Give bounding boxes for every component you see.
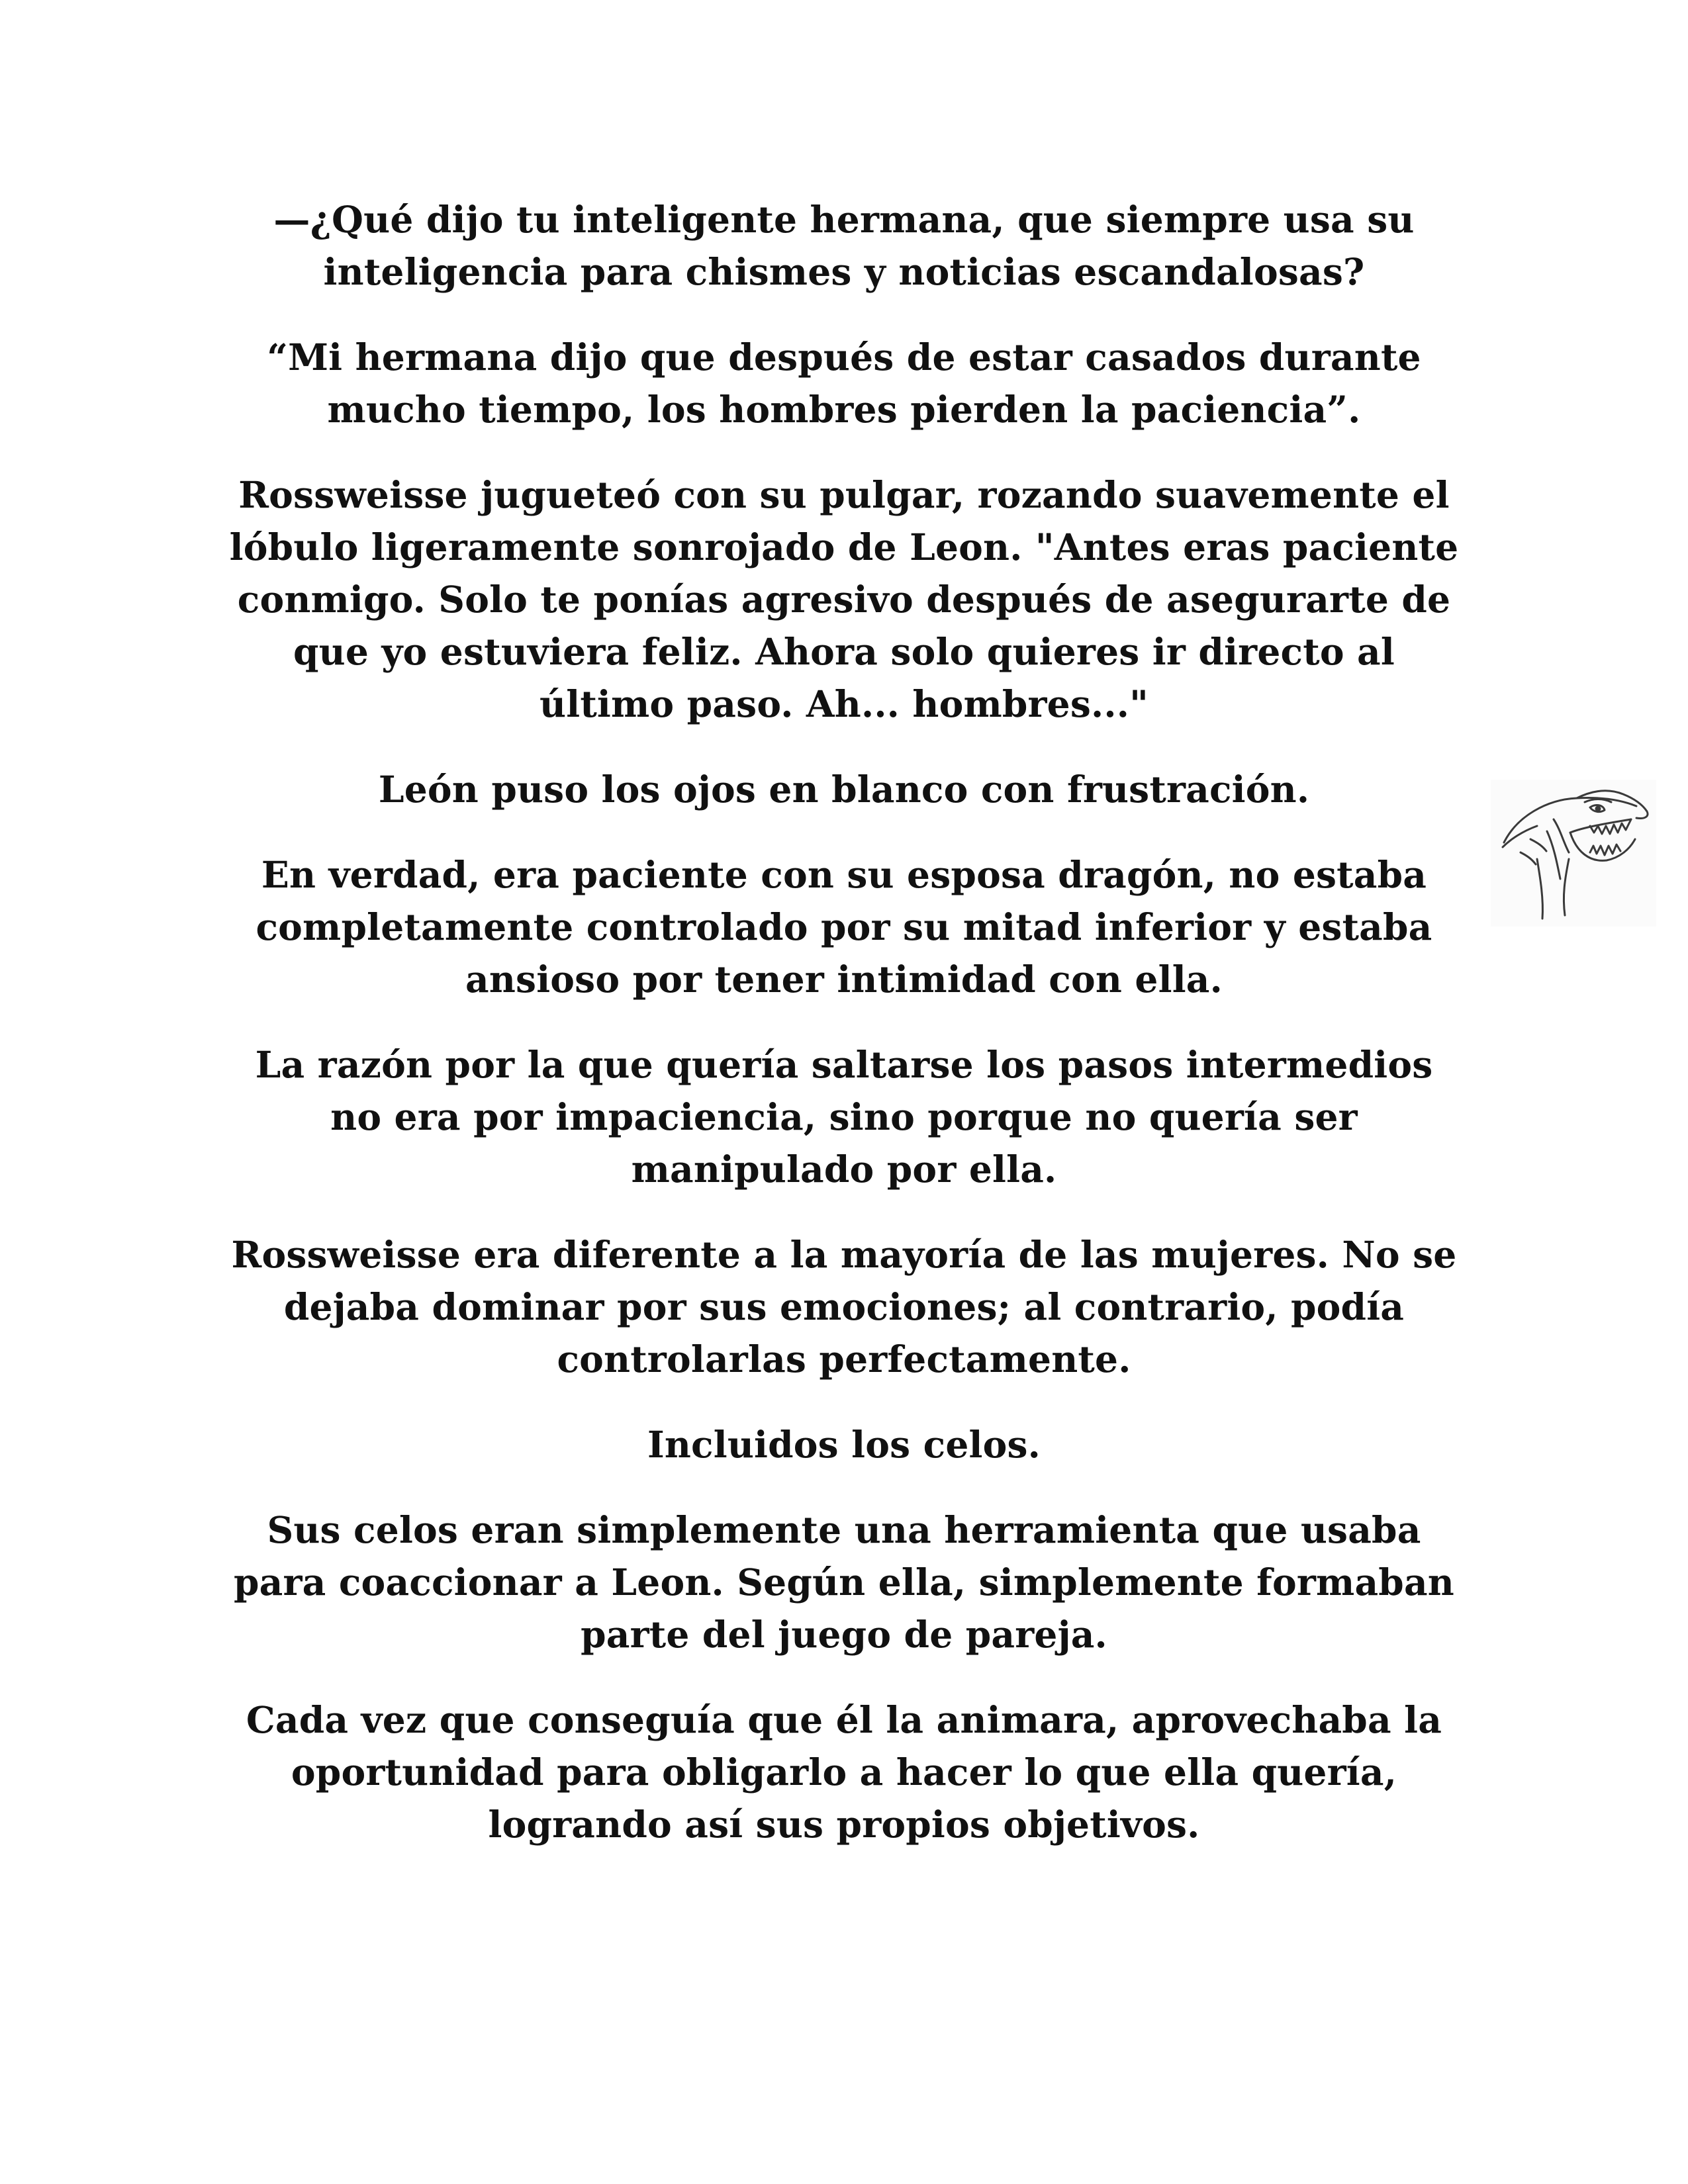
paragraph-7: Rossweisse era diferente a la mayoría de las mujeres. No se dejaba dominar por sus emociones; al contrario, podía controlarlas perfectamente. (231, 1233, 1457, 1381)
paragraph-6: La razón por la que quería saltarse los pasos intermedios no era por impaciencia, sino porque no quería ser manipulado por ella. (255, 1043, 1433, 1191)
body-text (225, 193, 1463, 1884)
paragraph-1: —¿Qué dijo tu inteligente hermana, que siempre usa su inteligencia para chismes y noticias escandalosas? (273, 198, 1415, 293)
paragraph-10: Cada vez que conseguía que él la animara, aprovechaba la oportunidad para obligarlo a hacer lo que ella quería, logrando así sus propios objetivos. (246, 1698, 1442, 1846)
paragraph-8: Incluidos los celos. (647, 1423, 1041, 1466)
dinosaur-sketch-icon (1491, 780, 1656, 927)
paragraph-2: “Mi hermana dijo que después de estar casados durante mucho tiempo, los hombres pierden la paciencia”. (267, 336, 1421, 431)
paragraph-9: Sus celos eran simplemente una herramienta que usaba para coaccionar a Leon. Según ella, simplemente formaban parte del juego de pareja. (234, 1508, 1454, 1656)
paragraph-4: León puso los ojos en blanco con frustración. (378, 768, 1310, 811)
paragraph-3: Rossweisse jugueteó con su pulgar, rozando suavemente el lóbulo ligeramente sonrojado de Leon. "Antes eras paciente conmigo. Solo te ponías agresivo después de asegurarte de que yo estuviera feliz. Ahora solo quieres ir directo al último paso. Ah... hombres..." (229, 473, 1459, 725)
paragraph-5: En verdad, era paciente con su esposa dragón, no estaba completamente controlado por su mitad inferior y estaba ansioso por tener intimidad con ella. (256, 853, 1432, 1001)
